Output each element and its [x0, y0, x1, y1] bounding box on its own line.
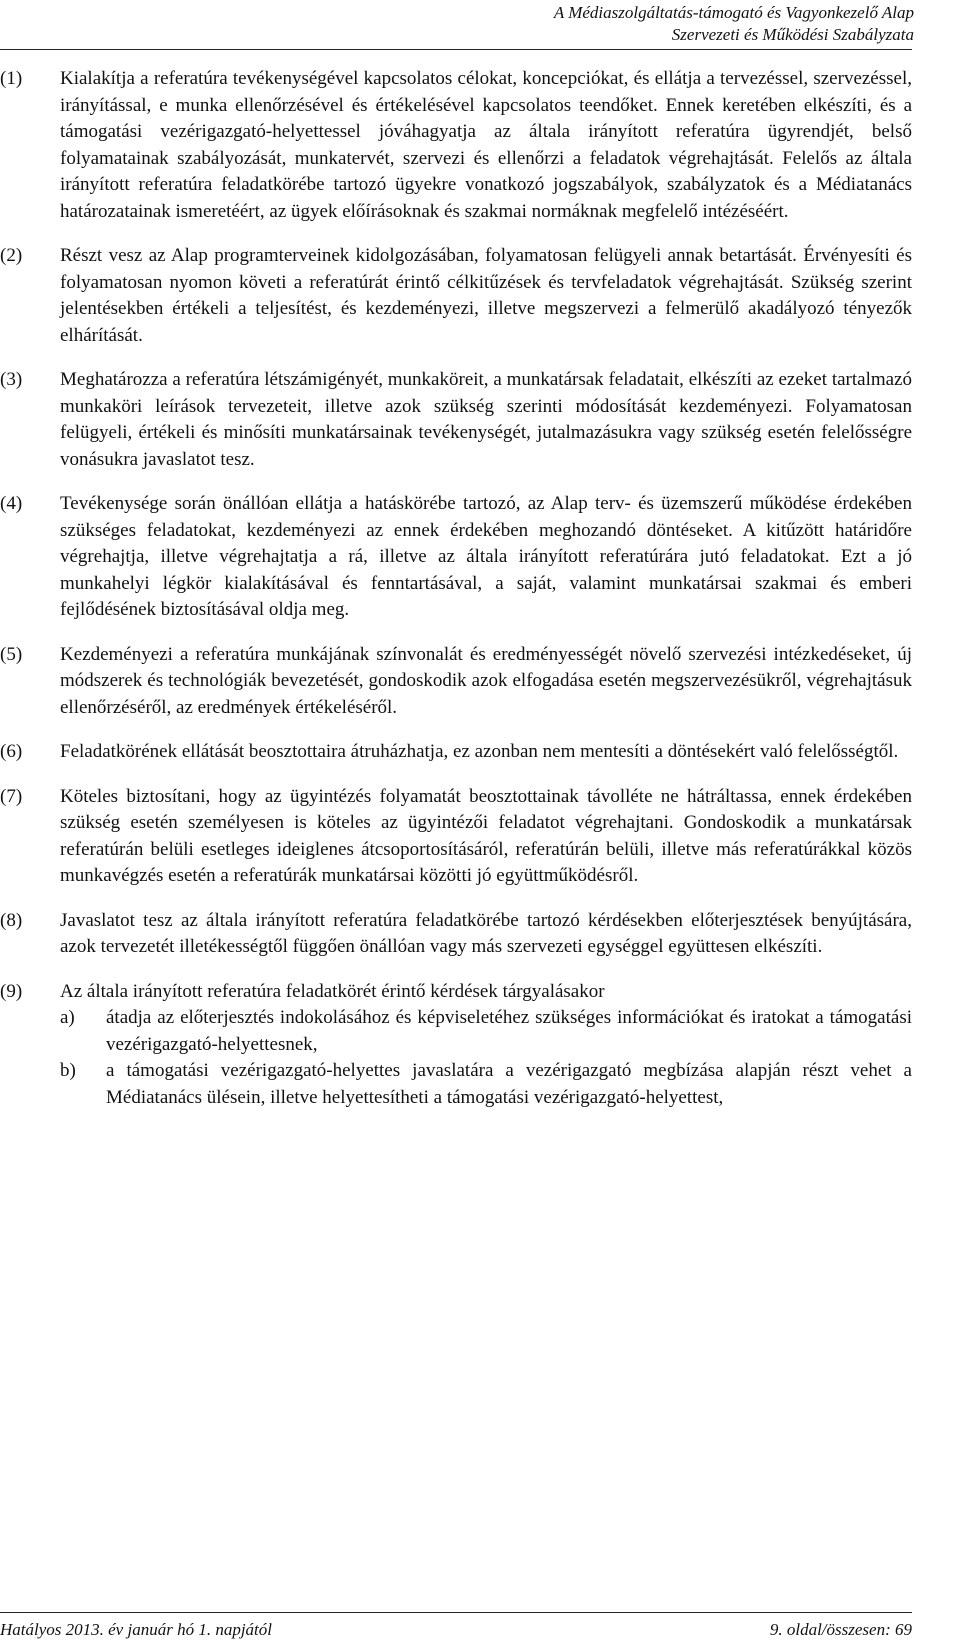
sub-item-text: a támogatási vezérigazgató-helyettes javaslatára a vezérigazgató megbízása alapján részt vehet a Médiatanács ülésein, illetve helyettesítheti a támogatási vezérigazgató-helyettest, [106, 1060, 912, 1108]
paragraph-1 [0, 66, 912, 225]
paragraph-text: Kialakítja a referatúra tevékenységével kapcsolatos célokat, koncepciókat, és ellátja a tervezéssel, szervezéssel, irányítással, e munka ellenőrzésével és értékelésével kapcsolatos teendőket. Ennek keretében elkészíti, és a támogatási vezérigazgató-helyettessel jóváhagyatja az általa irányított referatúra ügyrendjét, belső folyamatainak szabályozását, munkatervét, szervezi és ellenőrzi a feladatok végrehajtását. Felelős az általa irányított referatúra feladatkörébe tartozó ügyekre vonatkozó jogszabályok, szabályzatok és a Médiatanács határozatainak ismeretéért, az ügyek előírásoknak és szakmai normáknak megfelelő intézéséért. [60, 68, 912, 222]
paragraph-number: (3) [0, 369, 23, 390]
header-doc-title: Szervezeti és Működési Szabályzata [671, 25, 914, 44]
paragraph-3 [0, 367, 912, 473]
paragraph-number: (9) [0, 980, 23, 1002]
sub-item-a [60, 1005, 912, 1058]
paragraph-text: Feladatkörének ellátását beosztottaira átruházhatja, ez azonban nem mentesíti a döntésekért való felelősségtől. [60, 741, 899, 762]
paragraph-6 [0, 739, 912, 766]
paragraph-number: (2) [0, 245, 23, 266]
paragraph-8 [0, 908, 912, 961]
paragraph-number: (8) [0, 909, 23, 931]
paragraph-text: Köteles biztosítani, hogy az ügyintézés folyamatát beosztottainak távolléte ne hátráltassa, ennek érdekében szükség esetén személyesen is köteles az ügyintézői feladatot végrehajtani. Gondoskodik a munkatársak referatúrán belüli esetleges ideiglenes átcsoportosításáról, referatúrán belüli, illetve más referatúrákkal közös munkavégzés esetén a referatúrák munkatársai közötti jó együttműködésről. [60, 785, 912, 886]
paragraph-2 [0, 243, 912, 349]
paragraph-text: Kezdeményezi a referatúra munkájának színvonalát és eredményességét növelő szervezési intézkedéseket, új módszerek és technológiák bevezetését, gondoskodik azok elfogadása esetén megszervezésükről, végrehajtásuk ellenőrzéséről, az eredmények értékeléséről. [60, 643, 912, 718]
footer-divider [0, 1612, 912, 1613]
paragraph-text: Az általa irányított referatúra feladatkörét érintő kérdések tárgyalásakor [60, 980, 605, 1002]
sub-item-label: b) [60, 1060, 76, 1081]
sub-item-b [60, 1058, 912, 1111]
document-body [0, 66, 912, 1129]
paragraph-text: Javaslatot tesz az általa irányított referatúra feladatkörébe tartozó kérdésekben előterjesztések benyújtására, azok tervezetét illetékességtől függően önállóan vagy más szervezeti egységgel együttesen elkészíti. [60, 909, 912, 957]
page-number: 9. oldal/összesen: 69 [769, 1620, 912, 1639]
paragraph-number: (5) [0, 643, 23, 665]
paragraph-number: (6) [0, 741, 23, 762]
page-header [554, 2, 914, 46]
paragraph-text: Részt vesz az Alap programterveinek kidolgozásában, folyamatosan felügyeli annak betartását. Érvényesíti és folyamatosan nyomon követi a referatúrát érintő célkitűzések és tervfeladatok végrehajtását. Szükség szerint jelentésekben értékeli a teljesítést, és kezdeményezi, illetve megszervezi a felmerülő akadályozó tényezők elhárítását. [60, 245, 912, 346]
sub-item-label: a) [60, 1007, 75, 1028]
paragraph-text: Meghatározza a referatúra létszámigényét, munkaköreit, a munkatársak feladatait, elkészíti az ezeket tartalmazó munkaköri leírások tervezeteit, illetve azok szükség szerinti módosítását kezdeményezi. Folyamatosan felügyeli, értékeli és minősíti munkatársainak tevékenységét, jutalmazásukra vagy szükség esetén felelősségre vonásukra javaslatot tesz. [60, 369, 912, 470]
paragraph-9 [0, 979, 912, 1112]
paragraph-5 [0, 642, 912, 722]
sub-item-text: átadja az előterjesztés indokolásához és képviseletéhez szükséges információkat és iratokat a támogatási vezérigazgató-helyettesnek, [106, 1007, 912, 1055]
paragraph-text: Tevékenysége során önállóan ellátja a hatáskörébe tartozó, az Alap terv- és üzemszerű működése érdekében szükséges feladatokat, kezdeményezi az ennek érdekében meghozandó döntéseket. A kitűzött határidőre végrehajtja, illetve végrehajtatja a rá, illetve az általa irányított referatúrára jutó feladatokat. Ezt a jó munkahelyi légkör kialakításával és fenntartásával, a saját, valamint munkatársai szakmai és emberi fejlődésének biztosításával oldja meg. [60, 493, 912, 620]
paragraph-4 [0, 491, 912, 624]
paragraph-number: (1) [0, 68, 23, 89]
paragraph-number: (4) [0, 493, 23, 514]
header-divider [0, 49, 912, 50]
effective-date: Hatályos 2013. év január hó 1. napjától [0, 1620, 272, 1639]
paragraph-number: (7) [0, 785, 23, 807]
paragraph-7 [0, 784, 912, 890]
header-org-title: A Médiaszolgáltatás-támogató és Vagyonkezelő Alap [553, 3, 914, 22]
